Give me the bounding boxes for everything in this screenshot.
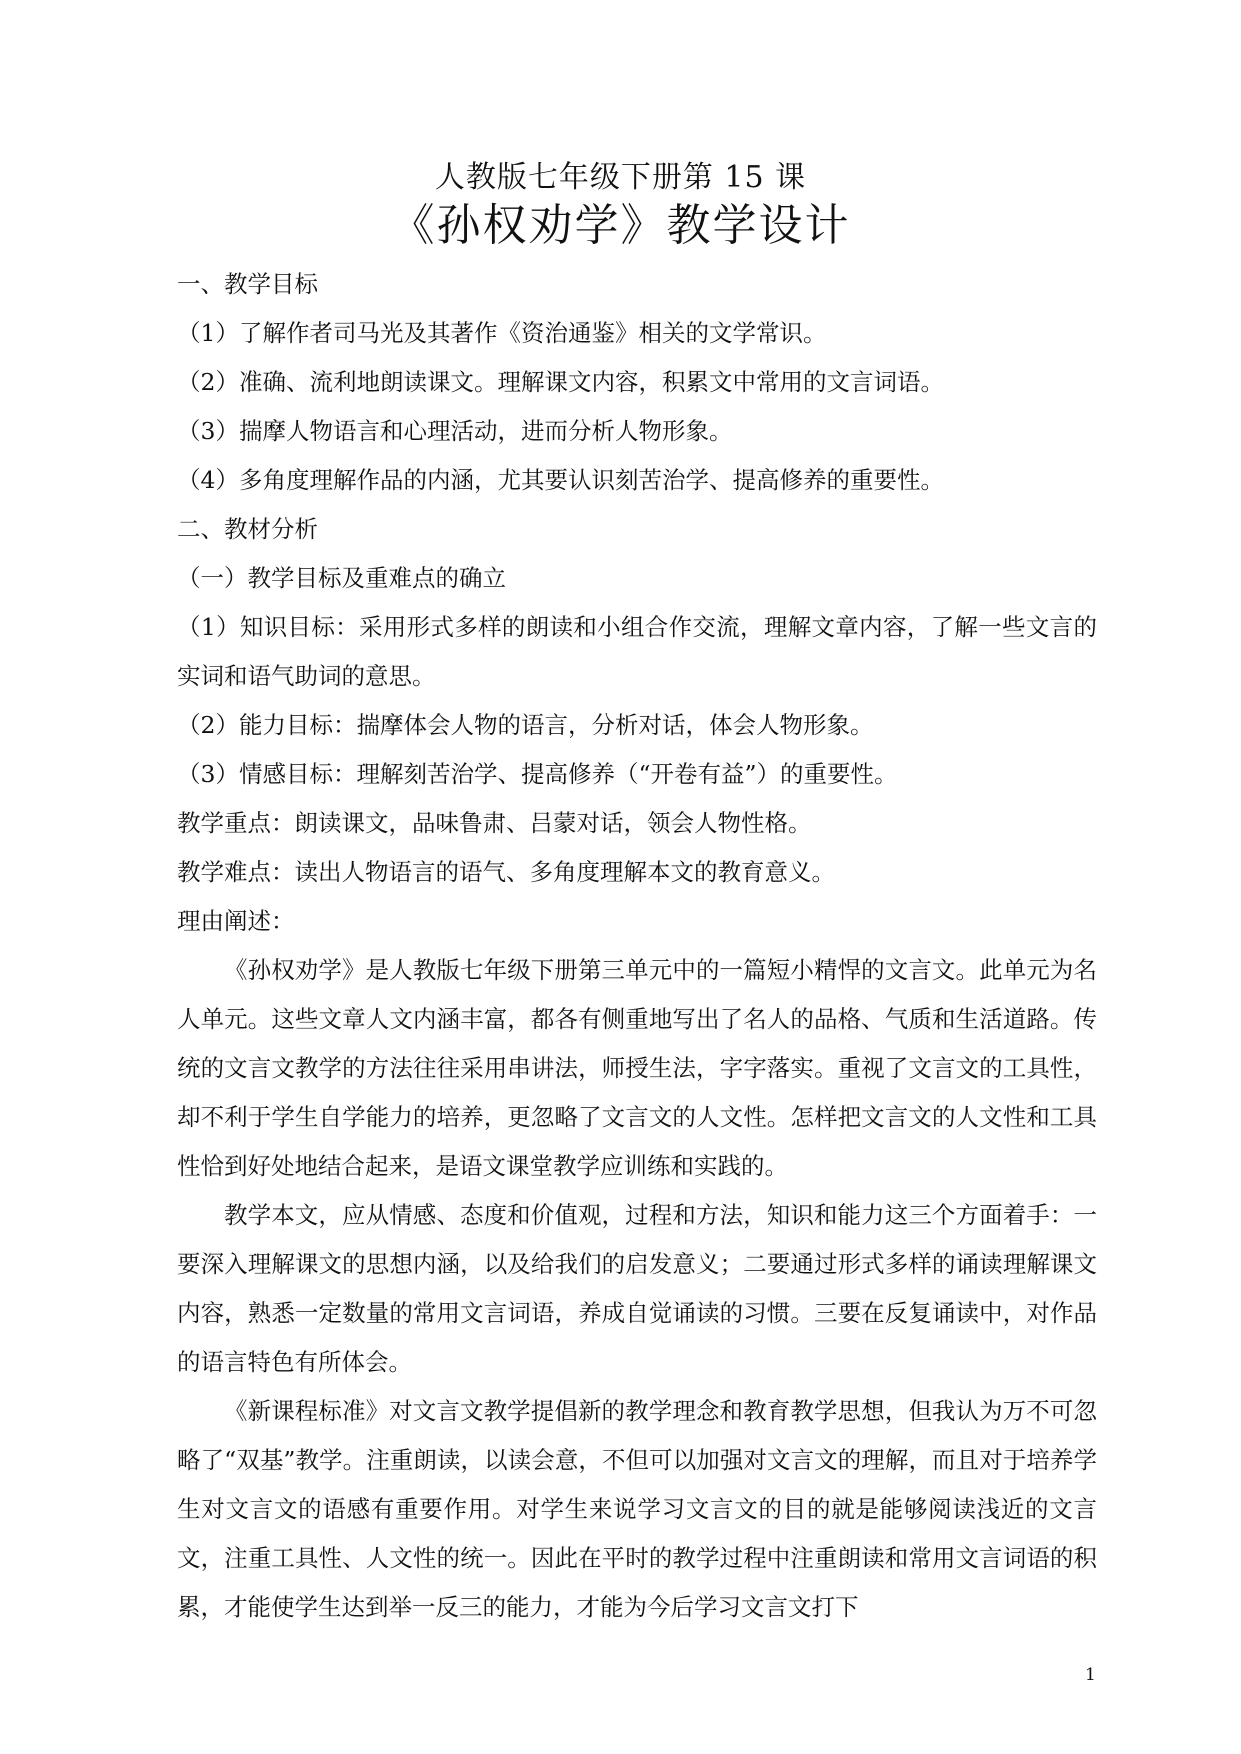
page-number: 1 <box>1085 1665 1096 1685</box>
document-title: 《孙权劝学》教学设计 <box>390 200 851 251</box>
emotion-goal: （3）情感目标：理解刻苦治学、提高修养（“开卷有益”）的重要性。 <box>177 760 898 788</box>
knowledge-goal: （1）知识目标：采用形式多样的朗读和小组合作交流，理解文章内容，了解一些文言的实词和语气助词的意思。 <box>177 613 1097 690</box>
teaching-goal-item: （1）了解作者司马光及其著作《资治通鉴》相关的文学常识。 <box>177 319 827 347</box>
section-heading-material-analysis: 二、教材分析 <box>177 515 318 543</box>
teaching-difficulty: 教学难点：读出人物语言的语气、多角度理解本文的教育意义。 <box>177 858 835 886</box>
ability-goal: （2）能力目标：揣摩体会人物的语言，分析对话，体会人物形象。 <box>177 711 874 739</box>
body-paragraph: 《新课程标准》对文言文教学提倡新的教学理念和教育教学思想，但我认为万不可忽略了“双基”教学。注重朗读，以读会意，不但可以加强对文言文的理解，而且对于培养学生对文言文的语感有重要作用。对学生来说学习文言文的目的就是能够阅读浅近的文言文，注重工具性、人文性的统一。因此在平时的教学过程中注重朗读和常用文言词语的积累，才能使学生达到举一反三的能力，才能为今后学习文言文打下 <box>177 1397 1097 1621</box>
reason-label: 理由阐述： <box>177 907 295 935</box>
teaching-key-point: 教学重点：朗读课文，品味鲁肃、吕蒙对话，领会人物性格。 <box>177 809 812 837</box>
teaching-goal-item: （2）准确、流利地朗读课文。理解课文内容，积累文中常用的文言词语。 <box>177 368 944 396</box>
body-paragraph: 《孙权劝学》是人教版七年级下册第三单元中的一篇短小精悍的文言文。此单元为名人单元。这些文章人文内涵丰富，都各有侧重地写出了名人的品格、气质和生活道路。传统的文言文教学的方法往往采用串讲法，师授生法，字字落实。重视了文言文的工具性，却不利于学生自学能力的培养，更忽略了文言文的人文性。怎样把文言文的人文性和工具性恰到好处地结合起来，是语文课堂教学应训练和实践的。 <box>177 956 1097 1180</box>
subsection-heading: （一）教学目标及重难点的确立 <box>177 564 506 592</box>
teaching-goal-item: （3）揣摩人物语言和心理活动，进而分析人物形象。 <box>177 417 733 445</box>
section-heading-teaching-goals: 一、教学目标 <box>177 270 318 298</box>
document-subtitle: 人教版七年级下册第 15 课 <box>434 160 807 195</box>
document-body <box>177 260 1097 1632</box>
body-paragraph: 教学本文，应从情感、态度和价值观，过程和方法，知识和能力这三个方面着手：一要深入理解课文的思想内涵，以及给我们的启发意义；二要通过形式多样的诵读理解课文内容，熟悉一定数量的常用文言词语，养成自觉诵读的习惯。三要在反复诵读中，对作品的语言特色有所体会。 <box>177 1201 1097 1376</box>
teaching-goal-item: （4）多角度理解作品的内涵，尤其要认识刻苦治学、提高修养的重要性。 <box>177 466 944 494</box>
